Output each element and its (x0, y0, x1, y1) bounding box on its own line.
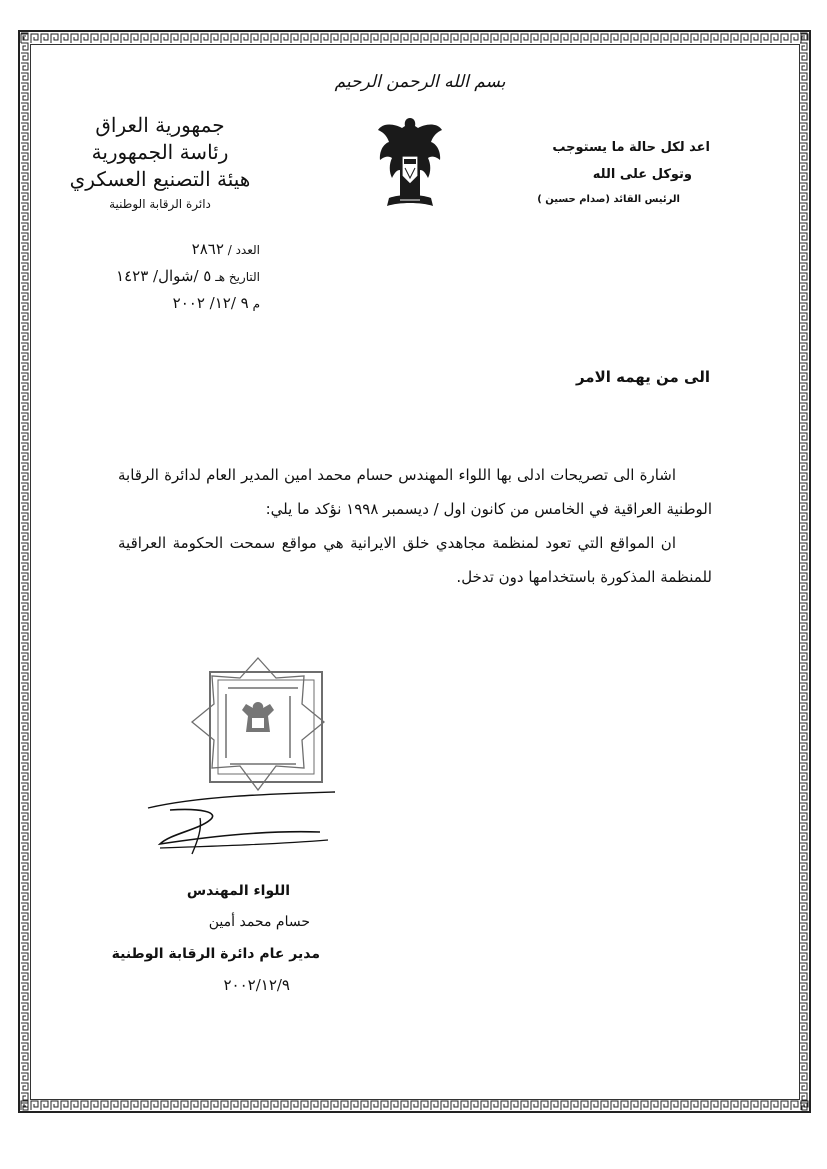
reference-gregorian-date (70, 290, 260, 317)
quote-line-1: اعد لكل حالة ما يستوجب (552, 140, 710, 155)
reference-hijri-date (70, 263, 260, 290)
handwritten-signature-icon (140, 790, 340, 870)
quote-attribution: الرئيس القائد (صدام حسين ) (537, 194, 680, 205)
official-seal-stamp-icon (178, 654, 338, 804)
letterhead (60, 112, 260, 211)
signature-block (110, 876, 320, 1000)
eagle-emblem-icon (375, 112, 445, 217)
basmala: بسم الله الرحمن الرحيم (334, 72, 506, 92)
reference-number-label: العدد / (227, 243, 260, 257)
signatory-name: حسام محمد أمين (208, 914, 310, 930)
hijri-date-value: ٥ /شوال/ ١٤٢٣ (116, 267, 212, 285)
letterhead-directorate: دائرة الرقابة الوطنية (109, 197, 211, 211)
letter-body (118, 458, 712, 594)
reference-number-value: ٢٨٦٢ (191, 240, 224, 258)
reference-block (70, 236, 260, 317)
signatory-title: مدير عام دائرة الرقابة الوطنية (111, 946, 320, 962)
letterhead-commission: هيئة التصنيع العسكري (69, 167, 251, 191)
gregorian-date-value: ٩ /١٢/ ٢٠٠٢ (172, 294, 249, 312)
reference-number (70, 236, 260, 263)
quote-line-2: وتوكل على الله (592, 167, 692, 182)
signature-date: ٢٠٠٢/١٢/٩ (223, 976, 290, 994)
body-paragraph-2: ان المواقع التي تعود لمنظمة مجاهدي خلق الايرانية هي مواقع سمحت الحكومة العراقية للمنظمة المذكورة باستخدامها دون تدخل. (118, 534, 712, 586)
gregorian-date-label: م (252, 297, 260, 311)
letterhead-country: جمهورية العراق (95, 113, 225, 137)
hijri-date-label: التاريخ هـ (215, 270, 260, 284)
header-quote (520, 140, 710, 205)
letterhead-presidency: رئاسة الجمهورية (91, 140, 229, 164)
body-paragraph-1: اشارة الى تصريحات ادلى بها اللواء المهندس حسام محمد امين المدير العام لدائرة الرقابة الوطنية العراقية في الخامس من كانون اول / ديسمبر ١٩٩٨ نؤكد ما يلي: (118, 466, 712, 518)
signatory-rank: اللواء المهندس (186, 883, 290, 899)
recipient-line: الى من يهمه الامر (575, 368, 710, 386)
